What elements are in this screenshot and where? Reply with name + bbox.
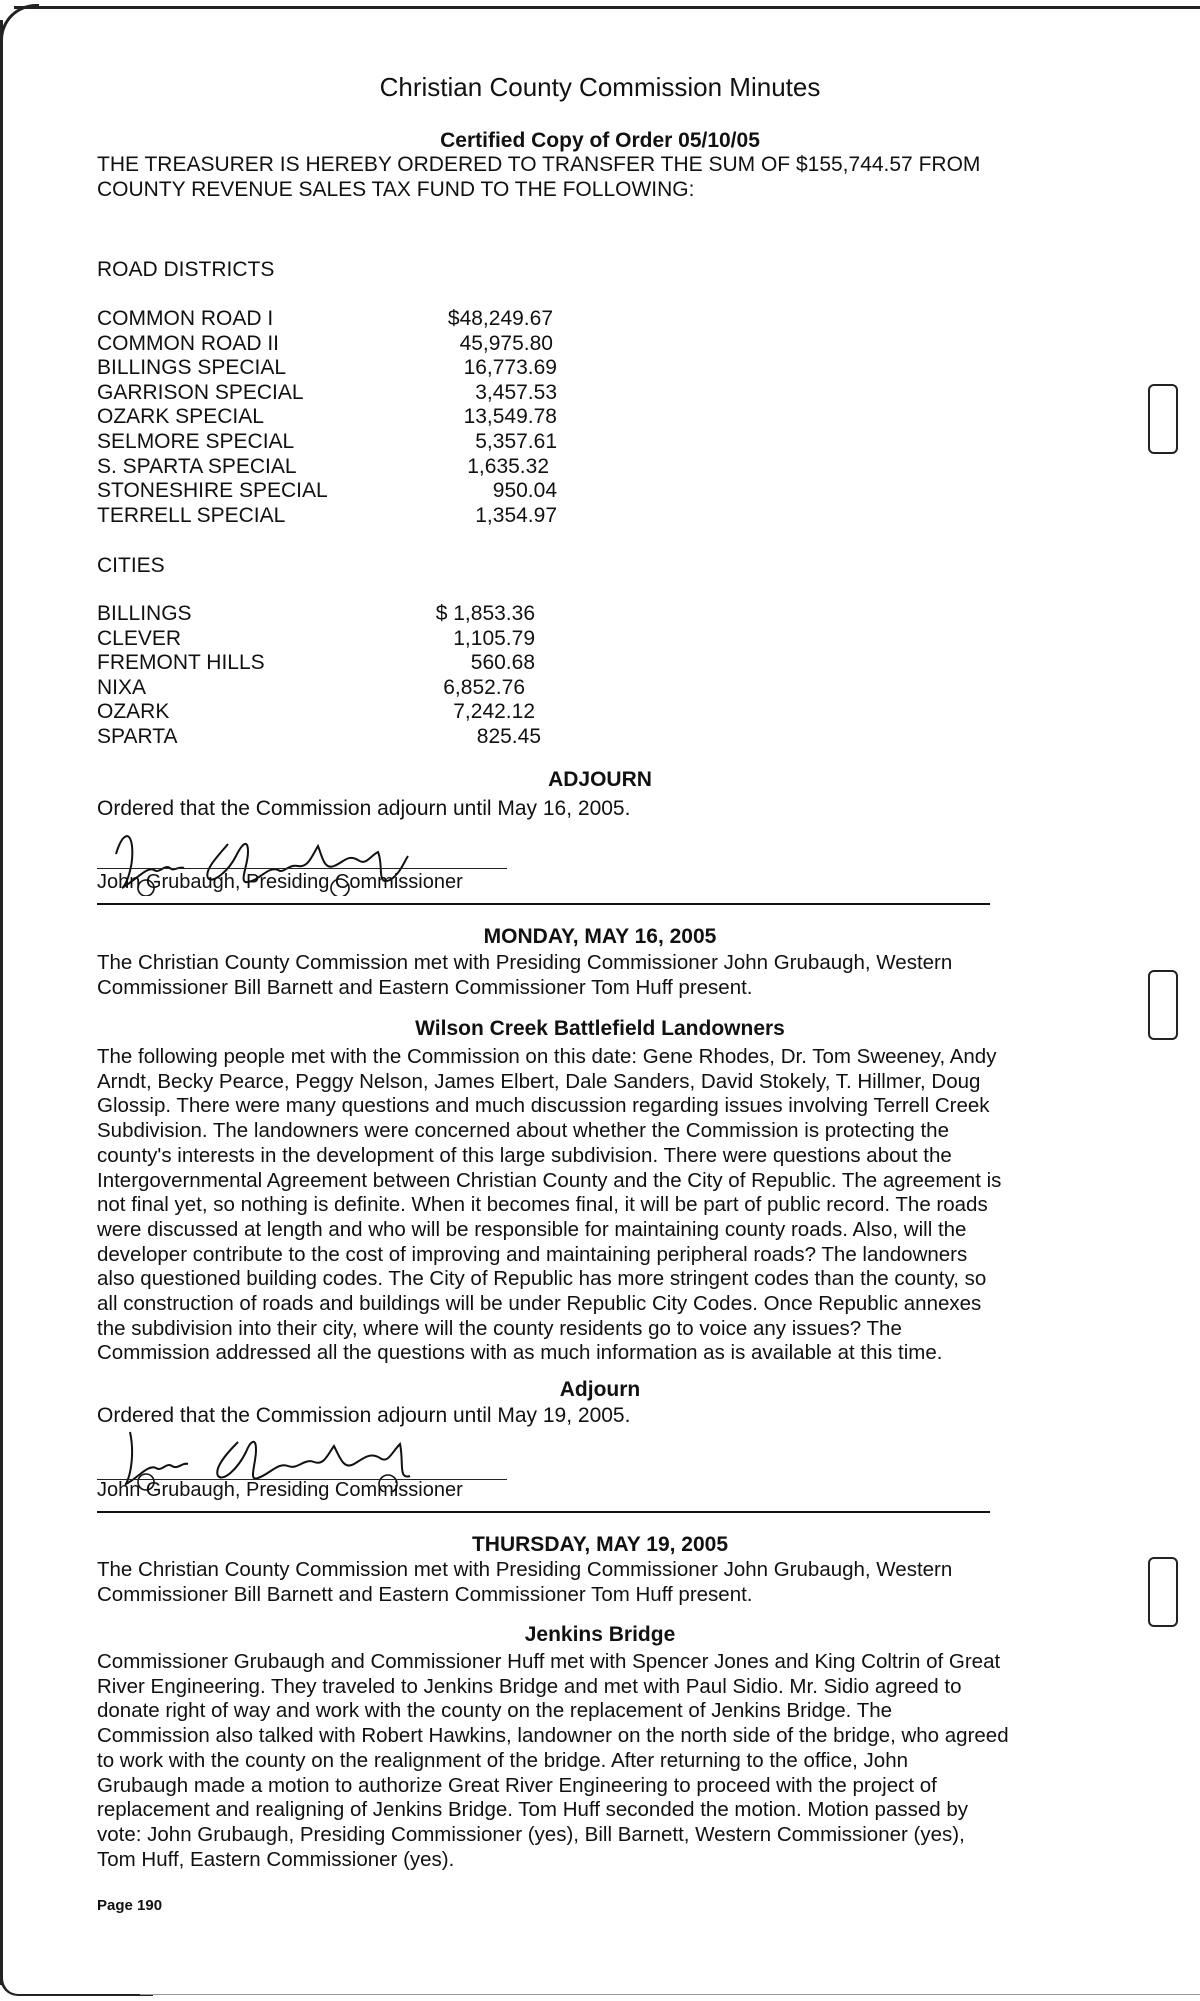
city-amount: 6,852.76 (443, 675, 525, 699)
meeting-date: THURSDAY, MAY 19, 2005 (471, 1533, 729, 1556)
list-item (97, 381, 577, 406)
district-name: S. SPARTA SPECIAL (97, 454, 297, 478)
cities-heading: CITIES (97, 554, 165, 577)
district-name: OZARK SPECIAL (97, 405, 264, 429)
section-divider (97, 903, 990, 905)
text-line: Commission also talked with Robert Hawkins, landowner on the north side of the bridge, who agreed (97, 1724, 1009, 1748)
text-line: donate right of way and work with the county on the replacement of Jenkins Bridge. The (97, 1699, 893, 1723)
meeting-date: MONDAY, MAY 16, 2005 (483, 925, 717, 948)
page-border-bottom (140, 1994, 1200, 1995)
order-heading: Certified Copy of Order 05/10/05 (440, 129, 760, 152)
order-text-line: COUNTY REVENUE SALES TAX FUND TO THE FOLLOWING: (97, 178, 695, 201)
attendance-text (97, 951, 1097, 1000)
city-name: FREMONT HILLS (97, 651, 265, 675)
text-line: county's interests in the development of this large subdivision. There were questions about the (97, 1143, 952, 1167)
text-line: The following people met with the Commission on this date: Gene Rhodes, Dr. Tom Sweeney, Andy (97, 1045, 997, 1068)
text-line: Glossip. There were many questions and much discussion regarding issues involving Terrell Creek (97, 1094, 990, 1118)
signer-name: John Grubaugh, Presiding Commissioner (97, 1479, 463, 1501)
district-amount: $48,249.67 (447, 307, 553, 330)
city-name: SPARTA (97, 724, 178, 748)
list-item (97, 307, 577, 332)
district-name: GARRISON SPECIAL (97, 380, 304, 404)
city-amount: 825.45 (476, 724, 541, 748)
section-divider (97, 1511, 990, 1513)
section-body (97, 1650, 1097, 1872)
district-name: TERRELL SPECIAL (97, 503, 286, 527)
adjourn-heading: ADJOURN (548, 768, 652, 791)
district-amount: 45,975.80 (459, 331, 553, 355)
text-line: all construction of roads and buildings will be under Republic City Codes. Once Republic annexes (97, 1292, 982, 1316)
district-amount: 13,549.78 (463, 405, 557, 429)
city-amount: 7,242.12 (453, 700, 535, 724)
text-line: developer contribute to the cost of improving and maintaining peripheral roads? The landowners (97, 1242, 968, 1266)
text-line: Arndt, Becky Pearce, Peggy Nelson, James Elbert, Dale Sanders, David Stokely, T. Hillmer, Doug (97, 1069, 981, 1093)
attendance-text (97, 1558, 1097, 1607)
city-amount: 560.68 (470, 651, 535, 675)
text-line: vote: John Grubaugh, Presiding Commissioner (yes), Bill Barnett, Western Commissioner (yes), (97, 1822, 965, 1846)
list-item (97, 602, 577, 627)
adjourn-text: Ordered that the Commission adjourn until May 19, 2005. (97, 1404, 631, 1427)
district-amount: 950.04 (492, 479, 557, 503)
text-line: also questioned building codes. The City of Republic has more stringent codes than the county, so (97, 1267, 987, 1291)
text-line: Commission addressed all the questions with as much information as is available at this time. (97, 1341, 943, 1365)
section-heading: Jenkins Bridge (524, 1623, 676, 1646)
page-number: Page 190 (97, 1897, 163, 1914)
text-line: replacement and realigning of Jenkins Bridge. Tom Huff seconded the motion. Motion passed by (97, 1798, 969, 1822)
city-name: OZARK (97, 700, 170, 724)
text-line: Intergovernmental Agreement between Christian County and the City of Republic. The agreement is (97, 1168, 1002, 1192)
text-line: the subdivision into their city, where will the county residents go to voice any issues? The (97, 1316, 902, 1340)
adjourn-text: Ordered that the Commission adjourn until May 16, 2005. (97, 797, 631, 820)
district-amount: 1,354.97 (475, 503, 557, 527)
text-line: Tom Huff, Eastern Commissioner (yes). (97, 1847, 455, 1871)
text-line: Subdivision. The landowners were concerned about whether the Commission is protecting the (97, 1119, 949, 1143)
list-item (97, 430, 577, 455)
page-border-bottom-corner (0, 1978, 153, 1996)
list-item (97, 356, 577, 381)
section-body (97, 1045, 1097, 1366)
page-border-top (14, 6, 1200, 9)
district-name: BILLINGS SPECIAL (97, 356, 287, 380)
district-amount: 5,357.61 (475, 429, 557, 453)
list-item (97, 725, 577, 750)
district-name: STONESHIRE SPECIAL (97, 479, 328, 503)
city-amount: 1,105.79 (453, 626, 535, 650)
list-item (97, 504, 577, 529)
list-item (97, 332, 577, 357)
city-name: CLEVER (97, 626, 182, 650)
district-name: SELMORE SPECIAL (97, 429, 295, 453)
district-amount: 1,635.32 (467, 454, 549, 478)
list-item (97, 700, 577, 725)
city-amount: $ 1,853.36 (435, 602, 535, 625)
district-amount: 16,773.69 (463, 356, 557, 380)
signer-name: John Grubaugh, Presiding Commissioner (97, 871, 463, 893)
binder-hole (1148, 1557, 1178, 1627)
list-item (97, 627, 577, 652)
text-line: to work with the county on the realignment of the bridge. After returning to the office, John (97, 1748, 908, 1772)
cities-list (97, 602, 577, 750)
adjourn-heading: Adjourn (559, 1378, 641, 1401)
list-item (97, 455, 577, 480)
text-line: Commissioner Bill Barnett and Eastern Commissioner Tom Huff present. (97, 1582, 753, 1606)
text-line: were discussed at length and who will be responsible for maintaining county roads. Also, will the (97, 1217, 967, 1241)
text-line: The Christian County Commission met with Presiding Commissioner John Grubaugh, Western (97, 1558, 953, 1581)
list-item (97, 405, 577, 430)
district-name: COMMON ROAD II (97, 331, 279, 355)
road-districts-heading: ROAD DISTRICTS (97, 258, 275, 281)
document-title: Christian County Commission Minutes (379, 72, 821, 102)
text-line: Commissioner Grubaugh and Commissioner Huff met with Spencer Jones and King Coltrin of Great (97, 1650, 1001, 1673)
text-line: Commissioner Bill Barnett and Eastern Commissioner Tom Huff present. (97, 975, 753, 999)
page-border-corner (0, 4, 39, 43)
district-name: COMMON ROAD I (97, 307, 274, 330)
list-item (97, 651, 577, 676)
text-line: Grubaugh made a motion to authorize Great River Engineering to proceed with the project of (97, 1773, 937, 1797)
text-line: River Engineering. They traveled to Jenkins Bridge and met with Paul Sidio. Mr. Sidio agreed to (97, 1674, 962, 1698)
text-line: The Christian County Commission met with Presiding Commissioner John Grubaugh, Western (97, 951, 953, 974)
text-line: not final yet, so nothing is definite. When it becomes final, it will be part of public record. The roads (97, 1193, 988, 1217)
road-districts-list (97, 307, 577, 528)
signature-line (97, 868, 507, 869)
city-name: BILLINGS (97, 602, 192, 625)
page-border-left (0, 20, 3, 1985)
district-amount: 3,457.53 (475, 380, 557, 404)
city-name: NIXA (97, 675, 147, 699)
section-heading: Wilson Creek Battlefield Landowners (415, 1017, 785, 1040)
binder-hole (1148, 384, 1178, 454)
order-text-line: THE TREASURER IS HEREBY ORDERED TO TRANSFER THE SUM OF $155,744.57 FROM (97, 153, 981, 176)
list-item (97, 676, 577, 701)
list-item (97, 479, 577, 504)
